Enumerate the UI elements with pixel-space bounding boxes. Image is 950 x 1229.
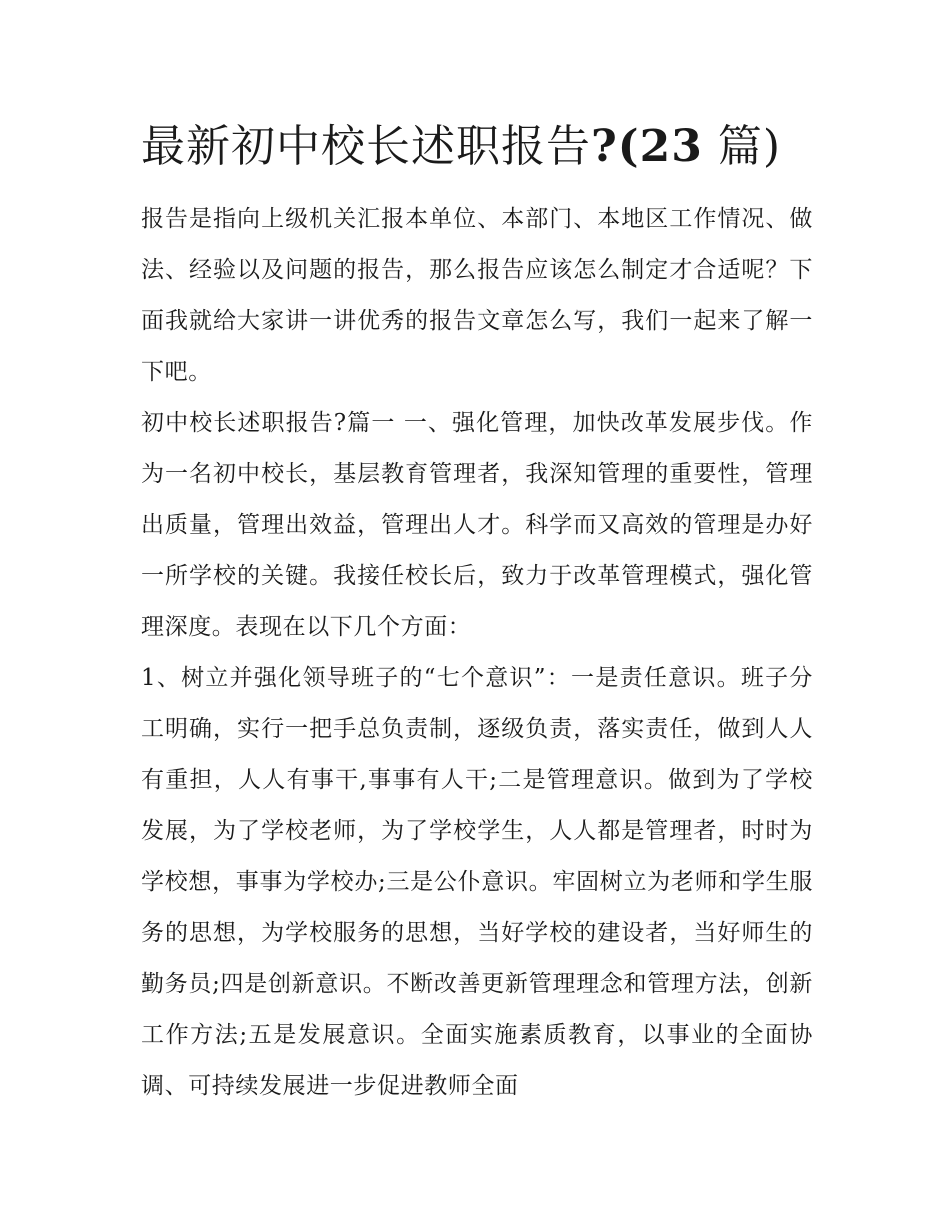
title-tail: 篇)	[717, 121, 782, 172]
seven-awareness-paragraph: 1、树立并强化领导班子的“七个意识”：一是责任意识。班子分工明确，实行一把手总负责制，逐级负责，落实责任，做到人人有重担，人人有事干,事事有人干;二是管理意识。做到为了学校发展，为了学校老师，为了学校学生，人人都是管理者，时时为学校想，事事为学校办;三是公仆意识。牢固树立为老师和学生服务的思想，为学校服务的思想，当好学校的建设者，当好师生的勤务员;四是创新意识。不断改善更新管理理念和管理方法，创新工作方法;五是发展意识。全面实施素质教育，以事业的全面协调、可持续发展进一步促进教师全面	[141, 665, 813, 1099]
title-main: 最新初中校长述职报告	[141, 121, 591, 172]
document-title	[141, 112, 813, 182]
title-suffix: ?(23	[591, 121, 703, 172]
section-one-paragraph: 初中校长述职报告?篇一 一、强化管理，加快改革发展步伐。作为一名初中校长，基层教育管理者，我深知管理的重要性，管理出质量，管理出效益，管理出人才。科学而又高效的管理是办好一所学校的关键。我接任校长后，致力于改革管理模式，强化管理深度。表现在以下几个方面：	[141, 410, 813, 640]
document-page	[141, 112, 813, 1112]
intro-paragraph: 报告是指向上级机关汇报本单位、本部门、本地区工作情况、做法、经验以及问题的报告，那么报告应该怎么制定才合适呢？下面我就给大家讲一讲优秀的报告文章怎么写，我们一起来了解一下吧。	[141, 206, 813, 385]
document-body	[141, 194, 813, 1112]
